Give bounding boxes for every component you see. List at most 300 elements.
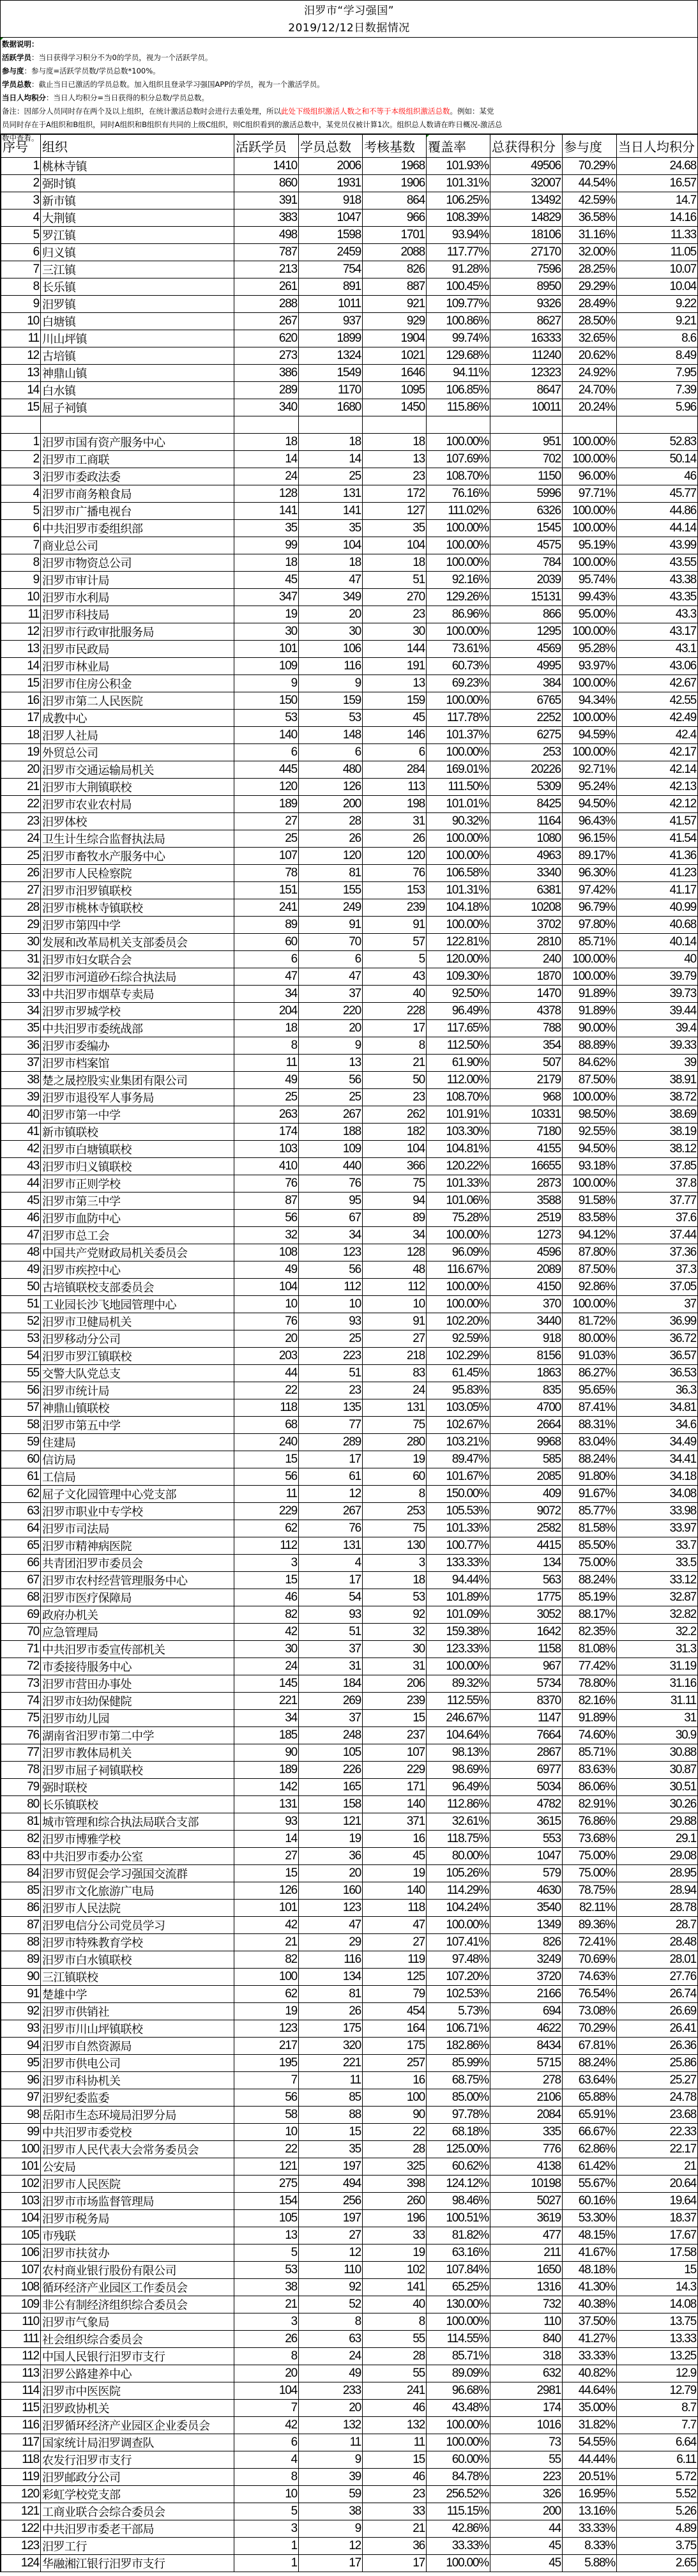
table-row [1,1934,698,1951]
cell-total: 158 [299,1796,363,1813]
table-row [1,2003,698,2020]
table-row [1,485,698,503]
cell-points: 384 [490,675,563,692]
cell-participation: 97.42% [563,882,617,899]
cell-index: 5 [1,503,41,520]
cell-participation: 33.33% [563,2348,617,2365]
table-row [1,2400,698,2417]
cell-index: 81 [1,1813,41,1831]
cell-points: 4150 [490,1279,563,1296]
cell-coverage: 89.32% [427,1675,490,1693]
cell-points: 174 [490,2400,563,2417]
cell-total: 19 [299,1831,363,1848]
cell-index: 7 [1,261,41,278]
cell-points: 14829 [490,210,563,227]
cell-avg-points: 40.99 [617,899,698,917]
cell-participation: 66.67% [563,2124,617,2141]
cell-points: 1870 [490,968,563,986]
table-row [1,1365,698,1382]
cell-total: 70 [299,934,363,951]
cell-total: 63 [299,2331,363,2348]
cell-avg-points: 7.39 [617,382,698,399]
cell-base: 141 [363,2279,427,2296]
cell-participation: 89.17% [563,848,617,865]
cell-index: 117 [1,2434,41,2451]
cell-org: 中国共产党财政局机关委员会 [41,1244,234,1261]
cell-base: 237 [363,1727,427,1744]
cell-active: 445 [234,761,299,779]
table-row [1,710,698,727]
cell-index: 118 [1,2451,41,2469]
table-row [1,641,698,658]
cell-index: 85 [1,1882,41,1900]
cell-total: 81 [299,865,363,882]
cell-active: 15 [234,1865,299,1882]
cell-coverage: 120.22% [427,1158,490,1175]
cell-index: 21 [1,779,41,796]
cell-total: 85 [299,2089,363,2107]
table-row [1,2124,698,2141]
cell-total: 320 [299,2038,363,2055]
page-title: 汨罗市“学习强国” [303,4,395,17]
cell-index: 88 [1,1934,41,1951]
cell-base: 33 [363,2503,427,2520]
cell-coverage: 118.75% [427,1831,490,1848]
table-row [1,1503,698,1520]
cell-points: 507 [490,1055,563,1072]
cell-participation: 88.24% [563,2055,617,2072]
table-row [1,1451,698,1468]
cell-points: 5734 [490,1675,563,1693]
cell-org: 中国人民银行汨罗市支行 [41,2348,234,2365]
cell-active: 89 [234,917,299,934]
cell-index: 110 [1,2313,41,2331]
cell-participation: 67.81% [563,2038,617,2055]
cell-coverage: 101.89% [427,1589,490,1606]
cell-index: 50 [1,1279,41,1296]
cell-coverage: 61.90% [427,1055,490,1072]
cell-coverage: 94.11% [427,365,490,382]
cell-avg-points: 42.12 [617,796,698,813]
cell-participation: 36.58% [563,210,617,227]
cell-org: 政府办机关 [41,1606,234,1624]
cell-active: 410 [234,1158,299,1175]
cell-org: 汨罗市商务粮食局 [41,485,234,503]
cell-active: 126 [234,1882,299,1900]
cell-base: 30 [363,623,427,641]
cell-base: 79 [363,1986,427,2003]
cell-coverage: 101.33% [427,1520,490,1537]
cell-base: 128 [363,1244,427,1261]
cell-points: 16655 [490,1158,563,1175]
notes-heading [2,38,697,51]
cell-index: 6 [1,520,41,537]
cell-total: 30 [299,623,363,641]
cell-avg-points: 33.98 [617,1503,698,1520]
cell-index: 76 [1,1727,41,1744]
cell-total: 135 [299,1399,363,1417]
table-row [1,2538,698,2555]
cell-org: 信访局 [41,1451,234,1468]
cell-avg-points: 40.68 [617,917,698,934]
cell-base: 921 [363,296,427,313]
cell-coverage: 91.28% [427,261,490,278]
cell-points: 20226 [490,761,563,779]
cell-participation: 44.44% [563,2451,617,2469]
cell-participation: 92.71% [563,761,617,779]
cell-avg-points: 50.14 [617,451,698,468]
cell-coverage: 86.96% [427,606,490,623]
cell-points: 4700 [490,1399,563,1417]
cell-base: 24 [363,1382,427,1399]
cell-coverage: 100.77% [427,1537,490,1555]
cell-active: 6 [234,951,299,968]
cell-points: 134 [490,1555,563,1572]
cell-active: 142 [234,1779,299,1796]
cell-avg-points: 5.96 [617,399,698,416]
cell-coverage: 101.67% [427,1468,490,1486]
cell-org: 岳阳市生态环境局汨罗分局 [41,2107,234,2124]
cell-index: 80 [1,1796,41,1813]
remark-highlight: 此处下级组织激活人数之和不等于本级组织激活总数 [281,107,450,116]
cell-index: 12 [1,347,41,365]
cell-coverage: 159.38% [427,1624,490,1641]
cell-coverage: 122.81% [427,934,490,951]
note-label: 参与度 [2,66,24,75]
cell-org: 汨罗政协机关 [41,2400,234,2417]
cell-base: 19 [363,1451,427,1468]
cell-participation: 40.82% [563,2365,617,2382]
cell-participation: 62.86% [563,2141,617,2158]
cell-coverage: 85.99% [427,2055,490,2072]
cell-active: 20 [234,1330,299,1348]
cell-index: 40 [1,1106,41,1124]
cell-avg-points: 7.95 [617,365,698,382]
cell-org: 楚之晟控股实业集团有限公司 [41,1072,234,1089]
cell-avg-points: 22.17 [617,2141,698,2158]
cell-active: 386 [234,365,299,382]
cell-index: 123 [1,2538,41,2555]
cell-index: 2 [1,451,41,468]
cell-total: 132 [299,2417,363,2434]
cell-participation: 95.28% [563,641,617,658]
cell-coverage: 130.00% [427,2296,490,2313]
cell-index: 115 [1,2400,41,2417]
cell-base: 102 [363,2262,427,2279]
cell-total: 81 [299,1986,363,2003]
cell-active: 185 [234,1727,299,1744]
table-row [1,1020,698,1037]
cell-org: 汨罗市行政审批服务局 [41,623,234,641]
cell-points: 240 [490,951,563,968]
cell-active: 15 [234,1451,299,1468]
cell-points: 8370 [490,1693,563,1710]
table-row [1,2020,698,2038]
cell-org: 汨罗市人民医院 [41,2176,234,2193]
cell-index: 13 [1,365,41,382]
cell-participation: 100.00% [563,623,617,641]
cell-total: 197 [299,2210,363,2227]
cell-org: 中共汨罗市委统战部 [41,1020,234,1037]
cell-participation: 44.64% [563,2382,617,2400]
table-row [1,1486,698,1503]
cell-total: 28 [299,813,363,830]
cell-participation: 92.55% [563,1124,617,1141]
cell-points: 110 [490,2313,563,2331]
cell-active: 4 [234,2451,299,2469]
cell-base: 47 [363,1917,427,1934]
cell-org: 三江镇联校 [41,1969,234,1986]
cell-base: 164 [363,2020,427,2038]
cell-base: 40 [363,986,427,1003]
cell-index: 10 [1,589,41,606]
cell-org: 楚雄中学 [41,1986,234,2003]
cell-points: 3588 [490,1193,563,1210]
cell-index: 71 [1,1641,41,1658]
cell-index: 14 [1,658,41,675]
table-row [1,2348,698,2365]
cell-index: 97 [1,2089,41,2107]
cell-index: 54 [1,1348,41,1365]
cell-index: 36 [1,1037,41,1055]
cell-org: 汨罗市文化旅游广电局 [41,1882,234,1900]
cell-coverage: 256.52% [427,2486,490,2503]
cell-active: 6 [234,2434,299,2451]
cell-participation: 75.00% [563,1555,617,1572]
table-row [1,848,698,865]
cell-index: 86 [1,1900,41,1917]
cell-active: 11 [234,1055,299,1072]
cell-total: 20 [299,1020,363,1037]
cell-avg-points: 9.21 [617,313,698,330]
cell-coverage: 84.78% [427,2469,490,2486]
cell-avg-points: 28.94 [617,1882,698,1900]
cell-points: 1150 [490,468,563,485]
cell-participation: 82.91% [563,1796,617,1813]
cell-base: 929 [363,313,427,330]
table-row [1,227,698,244]
cell-participation: 63.64% [563,2072,617,2089]
cell-coverage: 5.73% [427,2003,490,2020]
cell-participation: 81.58% [563,1520,617,1537]
cell-participation: 77.42% [563,1658,617,1675]
cell-coverage: 150.00% [427,1486,490,1503]
cell-active: 6 [234,744,299,761]
cell-total: 112 [299,1279,363,1296]
cell-base: 34 [363,1227,427,1244]
cell-coverage: 92.59% [427,1330,490,1348]
cell-base: 175 [363,2038,427,2055]
cell-active: 42 [234,1917,299,1934]
cell-active: 3 [234,2313,299,2331]
table-row [1,1003,698,1020]
cell-active: 13 [234,2227,299,2244]
cell-active: 60 [234,934,299,951]
cell-base: 398 [363,2176,427,2193]
cell-total: 6 [299,744,363,761]
cell-total: 56 [299,1261,363,1279]
cell-points: 15131 [490,589,563,606]
cell-avg-points: 43.35 [617,589,698,606]
cell-org: 汨罗邮政分公司 [41,2469,234,2486]
table-row [1,2158,698,2176]
cell-participation: 94.12% [563,1227,617,1244]
cell-coverage: 100.00% [427,1227,490,1244]
cell-avg-points: 40.14 [617,934,698,951]
cell-base: 260 [363,2193,427,2210]
cell-total: 35 [299,2141,363,2158]
cell-index: 4 [1,485,41,503]
cell-coverage: 112.00% [427,1072,490,1089]
cell-coverage: 100.00% [427,520,490,537]
cell-org: 汨罗市罗江镇联校 [41,1348,234,1365]
cell-active: 26 [234,2331,299,2348]
cell-participation: 70.29% [563,2020,617,2038]
note-remark-line1 [2,105,697,118]
cell-org: 汨罗体校 [41,813,234,830]
cell-base: 91 [363,917,427,934]
cell-base: 159 [363,692,427,710]
cell-org: 屈子祠镇 [41,399,234,416]
cell-points: 5996 [490,485,563,503]
cell-total: 47 [299,1917,363,1934]
cell-index: 48 [1,1244,41,1261]
cell-participation: 87.50% [563,1072,617,1089]
cell-active: 35 [234,520,299,537]
cell-active: 82 [234,1951,299,1969]
cell-points: 2981 [490,2382,563,2400]
cell-index: 26 [1,865,41,882]
cell-total: 480 [299,761,363,779]
cell-participation: 96.00% [563,468,617,485]
cell-org: 罗江镇 [41,227,234,244]
cell-avg-points: 37.77 [617,1193,698,1210]
cell-total: 1899 [299,330,363,347]
table-row [1,451,698,468]
cell-index: 12 [1,623,41,641]
cell-base: 198 [363,796,427,813]
table-row [1,1417,698,1434]
cell-total: 1680 [299,399,363,416]
cell-avg-points: 40 [617,951,698,968]
cell-index: 3 [1,468,41,485]
cell-base: 30 [363,1641,427,1658]
cell-participation: 100.00% [563,1296,617,1313]
cell-active: 27 [234,813,299,830]
cell-index: 93 [1,2020,41,2038]
data-notes [1,38,697,142]
cell-avg-points: 36.72 [617,1330,698,1348]
cell-index: 78 [1,1762,41,1779]
cell-avg-points: 9.22 [617,296,698,313]
cell-points: 1349 [490,1917,563,1934]
cell-participation: 41.30% [563,2279,617,2296]
cell-active: 289 [234,382,299,399]
cell-points: 13492 [490,192,563,210]
cell-participation: 65.88% [563,2089,617,2107]
cell-points: 835 [490,1382,563,1399]
cell-active: 261 [234,278,299,296]
cell-participation: 84.62% [563,1055,617,1072]
cell-org: 汨罗市总工会 [41,1227,234,1244]
cell-active: 19 [234,606,299,623]
cell-base: 13 [363,675,427,692]
cell-base: 8 [363,1486,427,1503]
table-row [1,1037,698,1055]
cell-participation: 100.00% [563,554,617,572]
table-row [1,899,698,917]
cell-avg-points: 12.79 [617,2382,698,2400]
cell-participation: 91.89% [563,986,617,1003]
cell-index: 94 [1,2038,41,2055]
note-avg-points [2,91,697,105]
cell-index: 84 [1,1865,41,1882]
cell-avg-points: 18.37 [617,2210,698,2227]
cell-points: 6381 [490,882,563,899]
cell-active: 53 [234,2262,299,2279]
table-row [1,623,698,641]
cell-avg-points: 14.7 [617,192,698,210]
cell-avg-points: 39.73 [617,986,698,1003]
cell-base: 18 [363,1572,427,1589]
cell-points: 3540 [490,1900,563,1917]
cell-org: 归义镇 [41,244,234,261]
cell-org: 神鼎山镇 [41,365,234,382]
cell-index: 82 [1,1831,41,1848]
cell-total: 49 [299,2365,363,2382]
empty-cell [563,416,617,434]
cell-coverage: 100.00% [427,692,490,710]
cell-total: 20 [299,2400,363,2417]
cell-avg-points: 31.16 [617,1675,698,1693]
remark-text: 备注：因部分人员同时存在两个及以上组织，在统计激活总数时会进行去重处理，所以 [2,107,281,116]
cell-avg-points: 29.88 [617,1813,698,1831]
cell-coverage: 101.33% [427,1175,490,1193]
cell-total: 25 [299,1330,363,1348]
table-row [1,1624,698,1641]
cell-org: 汨罗市审计局 [41,572,234,589]
cell-base: 3 [363,1555,427,1572]
cell-participation: 99.43% [563,589,617,606]
table-row [1,796,698,813]
cell-active: 101 [234,1900,299,1917]
cell-avg-points: 28.78 [617,1900,698,1917]
cell-participation: 81.08% [563,1641,617,1658]
cell-index: 15 [1,675,41,692]
cell-total: 109 [299,1141,363,1158]
cell-points: 10208 [490,899,563,917]
cell-participation: 96.15% [563,830,617,848]
cell-active: 14 [234,451,299,468]
cell-participation: 72.41% [563,1934,617,1951]
cell-active: 112 [234,1537,299,1555]
table-row [1,968,698,986]
cell-participation: 74.60% [563,1727,617,1744]
table-row [1,1330,698,1348]
cell-base: 19 [363,2244,427,2262]
cell-avg-points: 26.41 [617,2020,698,2038]
cell-avg-points: 28.7 [617,1917,698,1934]
cell-points: 278 [490,2072,563,2089]
cell-index: 69 [1,1606,41,1624]
cell-avg-points: 31.11 [617,1693,698,1710]
table-row [1,917,698,934]
cell-participation: 83.04% [563,1434,617,1451]
cell-points: 1650 [490,2262,563,2279]
table-row [1,1175,698,1193]
cell-coverage: 101.91% [427,1106,490,1124]
note-label: 活跃学员 [2,53,31,62]
